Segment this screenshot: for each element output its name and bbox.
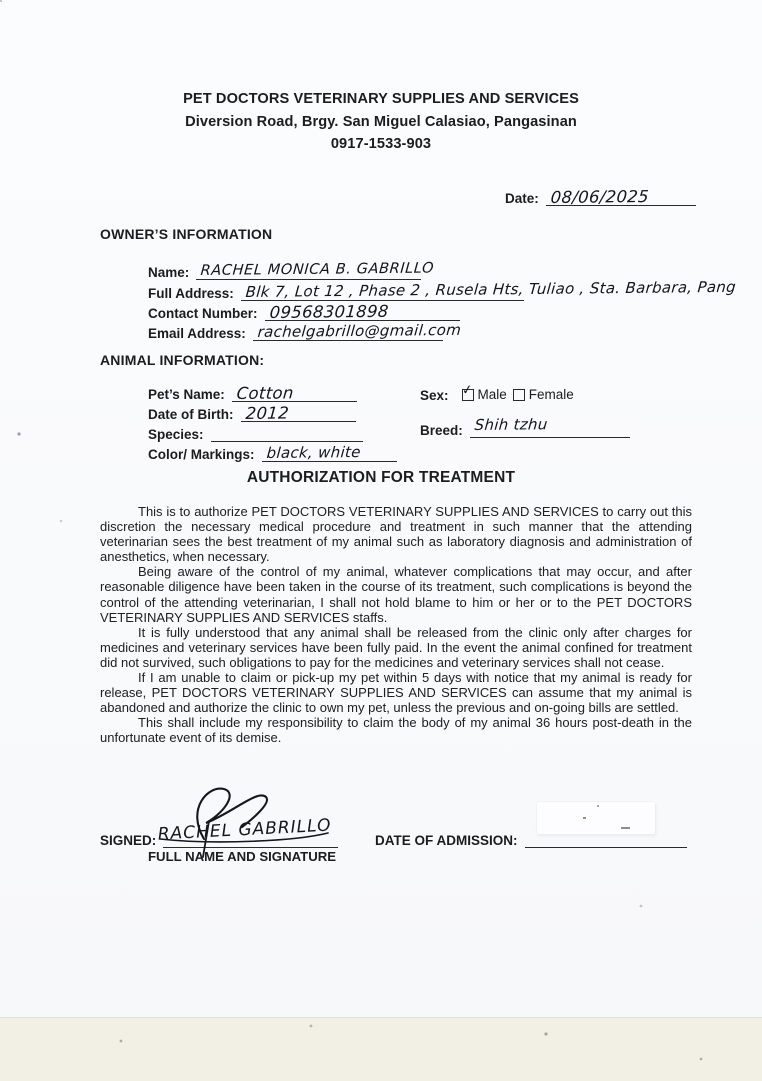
admission-label: DATE OF ADMISSION: [375, 833, 518, 848]
date-line [546, 187, 696, 206]
male-checkbox [460, 382, 474, 401]
male-option-label: Male [477, 387, 507, 402]
birthdate-line [241, 403, 356, 422]
form-header [0, 88, 762, 156]
female-checkbox [513, 389, 525, 401]
clinic-phone: 0917-1533-903 [330, 136, 432, 152]
date-value: 08/06/2025 [549, 186, 650, 207]
date-of-admission-field [375, 828, 687, 848]
breed-line [470, 415, 630, 438]
authorization-paragraph: This shall include my responsibility to claim the body of my animal 36 hours post-death in the unfortunate event of its demise. [100, 715, 692, 746]
authorization-paragraph: If I am unable to claim or pick-up my pet within 5 days with notice that my animal is ready for release, PET DOCTORS VETERINARY SUPPLIES AND SERVICES can assume that my animal is abandoned and authorize the clinic to own my pet, unless the previous and on-going bills are settled. [100, 670, 692, 716]
owner-email-line [253, 320, 462, 341]
owner-address-line [241, 277, 737, 301]
species-label: Species: [148, 427, 204, 442]
owner-name-value: RACHEL MONICA B. GABRILLO [200, 260, 436, 279]
female-option-label: Female [528, 387, 574, 402]
owner-name-label: Name: [148, 265, 190, 280]
authorization-paragraph: This is to authorize PET DOCTORS VETERINARY SUPPLIES AND SERVICES to carry out this discretion the necessary medical procedure and treatment in such manner that the attending veterinarian sees the best treatment of my animal such as laboratory diagnosis and administration of anesthetics, when necessary. [100, 504, 692, 565]
owner-contact-field [148, 301, 460, 321]
whiteout-patch [537, 802, 655, 834]
whiteout-faint-mark [597, 805, 599, 807]
scanner-bed-strip [0, 1017, 762, 1081]
color-markings-label: Color/ Markings: [148, 447, 255, 462]
color-markings-field [148, 442, 397, 462]
scan-speckles [0, 0, 2, 2]
date-label: Date: [505, 191, 539, 206]
date-field [505, 186, 696, 206]
owner-email-field [148, 320, 462, 341]
signature-text: RACHEL GABRILLO [157, 815, 332, 845]
birthdate-label: Date of Birth: [148, 407, 234, 422]
checkmark-icon: ✓ [460, 382, 474, 399]
owner-section-heading: OWNER’S INFORMATION [100, 226, 273, 242]
sex-field [420, 383, 574, 403]
clinic-name: PET DOCTORS VETERINARY SUPPLIES AND SERVICES [183, 91, 579, 107]
whiteout-faint-mark [583, 817, 586, 819]
clinic-address: Diversion Road, Brgy. San Miguel Calasiao, Pangasinan [185, 113, 577, 130]
signed-label: SIGNED: [100, 833, 157, 848]
owner-email-value: rachelgabrillo@gmail.com [256, 320, 462, 341]
breed-field [420, 415, 630, 438]
authorization-paragraph: Being aware of the control of my animal, whatever complications that may occur, and after reasonable diligence have been taken in the course of its treatment, such complications is beyond the control of the attending veterinarian, I shall not hold blame to him or her or to the PET DOCTORS VETERINARY SUPPLIES AND SERVICES staffs. [100, 564, 692, 625]
sex-label: Sex: [420, 388, 449, 403]
owner-address-field [148, 277, 737, 301]
owner-name-line [196, 260, 436, 280]
owner-contact-value: 09568301898 [268, 301, 389, 322]
owner-name-field [148, 260, 436, 280]
owner-contact-line [265, 302, 460, 321]
authorization-paragraph: It is fully understood that any animal shall be released from the clinic only after charges for medicines and veterinary services have been fully paid. In the event the animal confined for treatment did not survived, such obligations to pay for the medicines and veterinary services shall not cease. [100, 624, 692, 670]
pet-name-value: Cotton [235, 383, 295, 403]
species-line [211, 423, 363, 442]
breed-value: Shih tzhu [473, 415, 549, 434]
pet-name-field [148, 382, 357, 402]
authorization-body [100, 504, 692, 746]
pet-name-line [232, 383, 357, 402]
color-markings-line [262, 443, 397, 462]
authorization-title: AUTHORIZATION FOR TREATMENT [246, 469, 516, 486]
breed-label: Breed: [420, 423, 463, 438]
signature-handwriting [146, 783, 346, 861]
whiteout-faint-mark [621, 827, 630, 829]
signature-caption: FULL NAME AND SIGNATURE [148, 849, 337, 864]
color-markings-value: black, white [265, 443, 361, 462]
pet-name-label: Pet’s Name: [148, 387, 225, 402]
species-field [148, 422, 363, 442]
animal-section-heading: ANIMAL INFORMATION: [100, 352, 265, 368]
birthdate-field [148, 402, 356, 422]
owner-email-label: Email Address: [148, 326, 246, 341]
admission-line [525, 829, 687, 848]
birthdate-value: 2012 [244, 403, 290, 423]
owner-address-value: Blk 7, Lot 12 , Phase 2 , Rusela Hts, Tuliao , Sta. Barbara, Pang [244, 277, 737, 301]
owner-contact-label: Contact Number: [148, 306, 258, 321]
owner-address-label: Full Address: [148, 286, 234, 301]
